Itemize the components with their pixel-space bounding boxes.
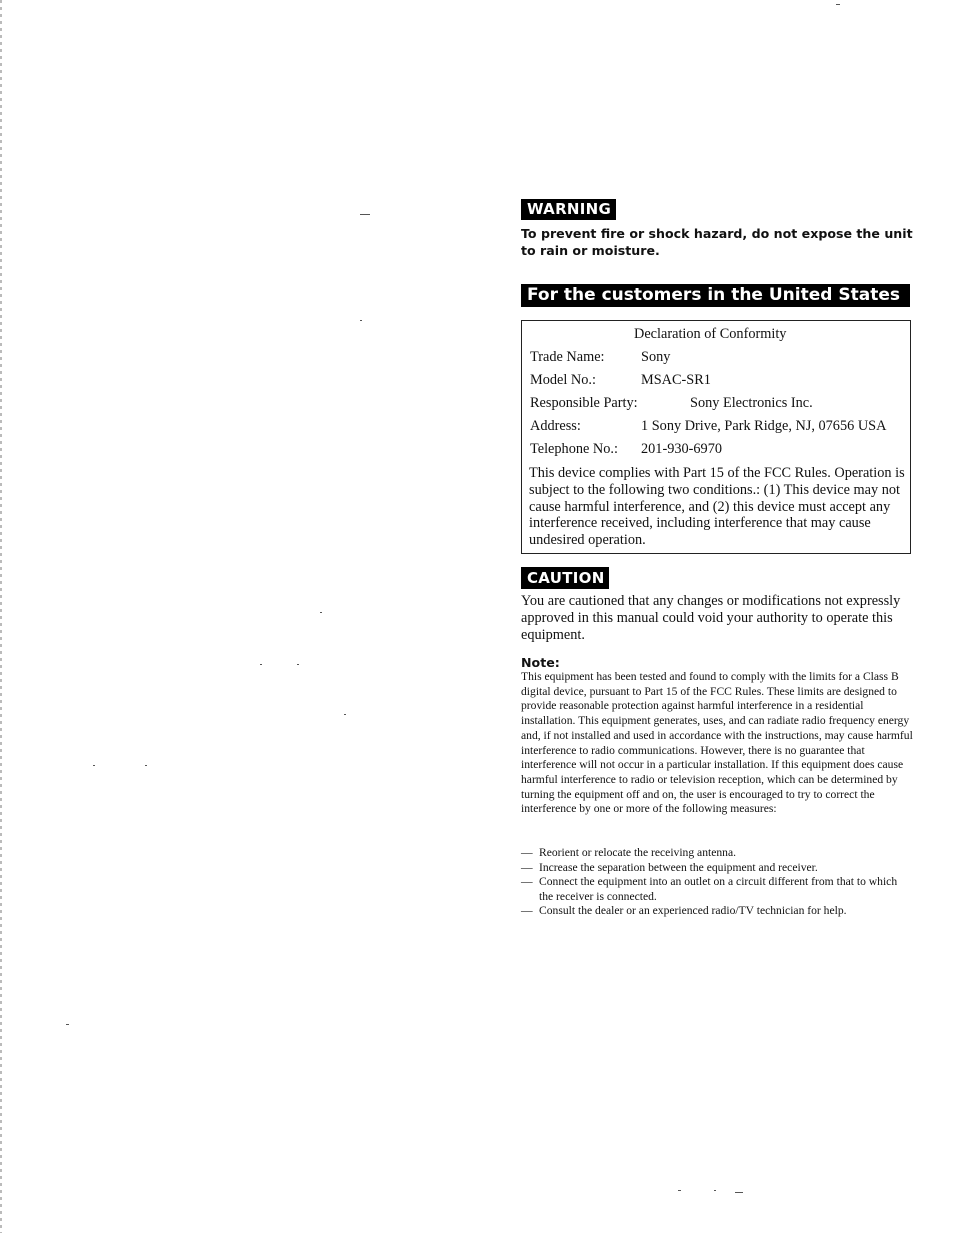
scan-speck: [145, 765, 147, 766]
model-label: Model No.:: [530, 372, 596, 388]
model-value: MSAC-SR1: [641, 372, 711, 388]
responsible-party-label: Responsible Party:: [530, 395, 638, 411]
measure-text: Increase the separation between the equipment and receiver.: [539, 860, 818, 874]
dash-bullet: —: [521, 860, 533, 874]
address-value: 1 Sony Drive, Park Ridge, NJ, 07656 USA: [641, 418, 887, 434]
scan-speck: [66, 1024, 69, 1025]
fcc-compliance-statement: This device complies with Part 15 of the FCC Rules. Operation is subject to the following two conditions.: (1) This device may not cause harmful interference, and (2) this device must accept any interference received, including interference that may cause undesired operation.: [529, 465, 905, 549]
scan-speck: [714, 1190, 716, 1191]
scan-speck: [360, 320, 362, 321]
scan-speck: [93, 765, 95, 766]
responsible-party-value: Sony Electronics Inc.: [690, 395, 813, 411]
declaration-title: Declaration of Conformity: [634, 326, 787, 342]
scan-speck: [297, 664, 299, 665]
measure-item: [521, 904, 913, 919]
measure-item: [521, 875, 913, 904]
trade-name-label: Trade Name:: [530, 349, 605, 365]
note-heading: Note:: [521, 655, 560, 670]
dash-bullet: —: [521, 875, 533, 889]
scan-speck: [320, 612, 322, 613]
dash-bullet: —: [521, 846, 533, 859]
caution-label: CAUTION: [521, 567, 609, 589]
us-customers-heading: For the customers in the United States: [521, 284, 910, 307]
scan-speck: [836, 4, 840, 5]
measure-text: Connect the equipment into an outlet on a circuit different from that to which the receiver is connected.: [539, 875, 898, 903]
measure-text: Reorient or relocate the receiving antenna.: [539, 846, 736, 859]
telephone-label: Telephone No.:: [530, 441, 618, 457]
scan-speck: [260, 664, 262, 665]
dash-bullet: —: [521, 904, 533, 918]
measures-list: [521, 846, 913, 919]
scan-speck: [735, 1192, 743, 1193]
scan-edge: [0, 0, 2, 1233]
measure-item: [521, 846, 913, 861]
warning-text: To prevent fire or shock hazard, do not expose the unit to rain or moisture.: [521, 226, 913, 258]
address-label: Address:: [530, 418, 581, 434]
warning-label: WARNING: [521, 199, 616, 220]
scan-speck: [344, 714, 346, 715]
caution-text: You are cautioned that any changes or modifications not expressly approved in this manual could void your authority to operate this equipment.: [521, 593, 901, 643]
trade-name-value: Sony: [641, 349, 671, 365]
note-text: This equipment has been tested and found to comply with the limits for a Class B digital device, pursuant to Part 15 of the FCC Rules. These limits are designed to provide reasonable protection against harmful interference in a residential installation. This equipment generates, uses, and can radiate radio frequency energy and, if not installed and used in accordance with the instructions, may cause harmful interference to radio communications. However, there is no guarantee that interference will not occur in a particular installation. If this equipment does cause harmful interference to radio or television reception, which can be determined by turning the equipment off and on, the user is encouraged to try to correct the interference by one or more of the following measures:: [521, 670, 913, 816]
scan-speck: [360, 214, 370, 215]
scan-speck: [678, 1190, 681, 1191]
measure-item: [521, 861, 913, 876]
measure-text: Consult the dealer or an experienced radio/TV technician for help.: [539, 904, 847, 918]
telephone-value: 201-930-6970: [641, 441, 723, 457]
